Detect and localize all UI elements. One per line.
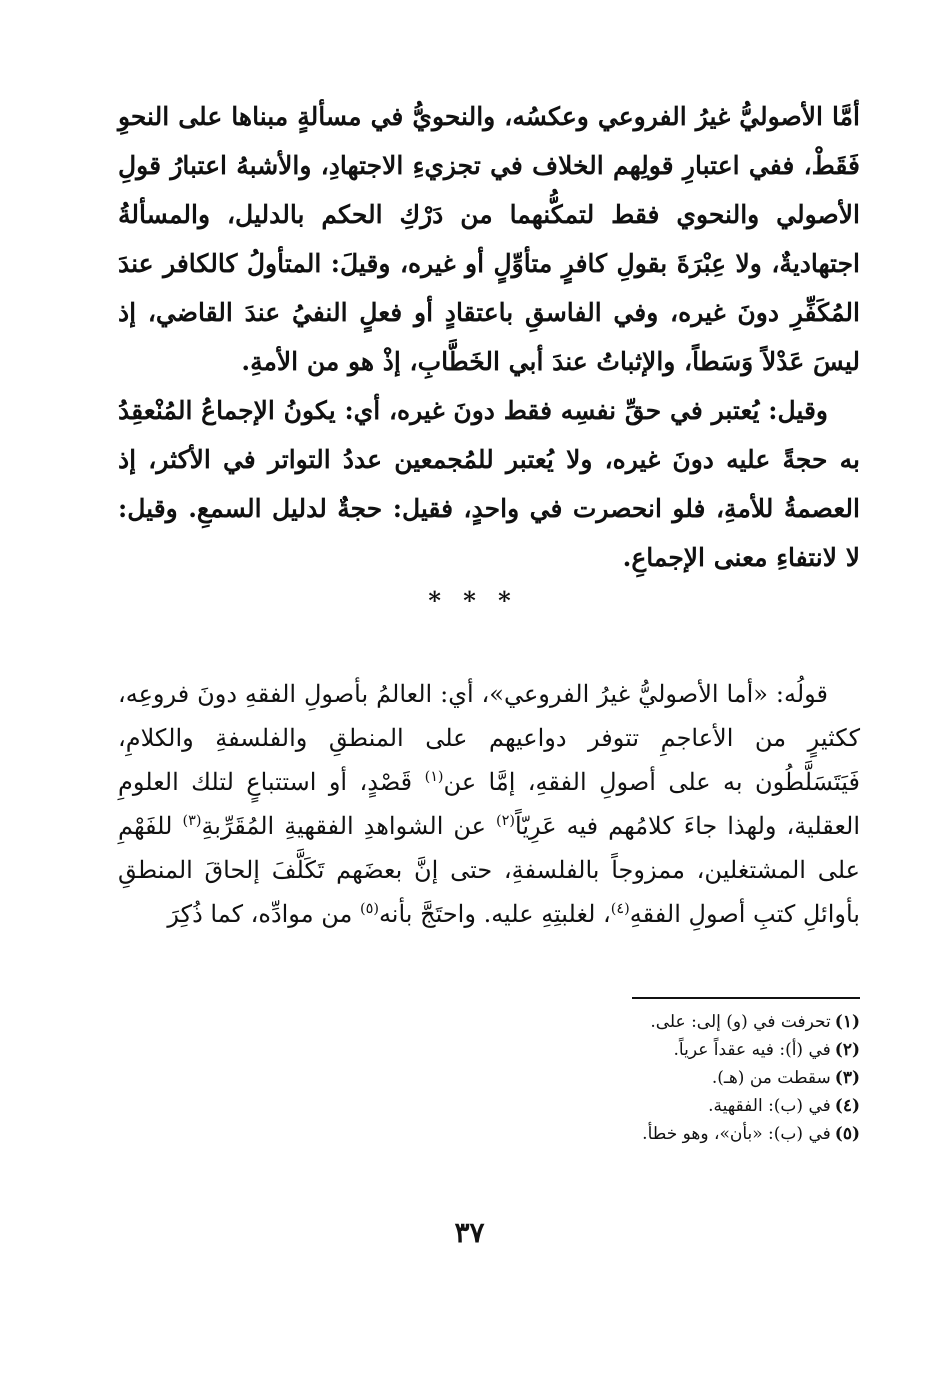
section-separator: * * * bbox=[428, 586, 511, 615]
footnote-ref-2: (٢) bbox=[496, 813, 515, 829]
commentary-part-1: قولُه: «أما الأصوليُّ غيرُ الفروعي»، أي: العالمُ بأصولِ الفقهِ دونَ فروعِه، ككثيرٍ من الأعاجمِ تتوفر دواعيهم على المنطقِ والفلسفةِ والكلامِ، فَيَتَسَلَّطُون به على أصولِ الفقهِ، إمَّا عن bbox=[118, 680, 861, 796]
footnote-item bbox=[340, 1092, 860, 1120]
footnote-item bbox=[340, 1120, 860, 1148]
footnote-text: في (ب): «بأن»، وهو خطأ. bbox=[642, 1124, 831, 1144]
footnote-number: (٥) bbox=[834, 1124, 860, 1144]
page-number: ٣٧ bbox=[454, 1216, 485, 1249]
footnote-ref-5: (٥) bbox=[359, 901, 379, 917]
footnote-text: في (أ): فيه عقداً عرياً. bbox=[673, 1040, 831, 1060]
commentary-paragraph bbox=[118, 672, 860, 936]
footnote-number: (٤) bbox=[834, 1096, 860, 1116]
commentary-part-3: عن الشواهدِ الفقهيةِ المُقَرِّبةِ bbox=[201, 812, 497, 840]
footnote-number: (٣) bbox=[834, 1068, 860, 1088]
footnote-number: (٢) bbox=[834, 1040, 860, 1060]
main-text-paragraph-1: أمَّا الأصوليُّ غيرُ الفروعي وعكسُه، والنحويُّ في مسألةٍ مبناها على النحوِ فَقَطْ، ففي اعتبارِ قولِهم الخلاف في تجزيءِ الاجتهادِ، والأشبهُ اعتبارُ قولِ الأصولي والنحوي فقط لتمكُّنهما من دَرْكِ الحكم بالدليل، والمسألةُ اجتهاديةٌ، ولا عِبْرَةَ بقولِ كافرٍ متأوِّلٍ أو غيره، وقيلَ: المتأولُ كالكافر عندَ المُكَفِّرِ دونَ غيره، وفي الفاسقِ باعتقادٍ أو فعلٍ النفيُ عندَ القاضي، إذ ليسَ عَدْلاً وَسَطاً، والإثباتُ عندَ أبي الخَطَّابِ، إذْ هو من الأمةِ. bbox=[118, 102, 860, 376]
footnote-ref-4: (٤) bbox=[610, 901, 630, 917]
footnote-text: سقطت من (هـ). bbox=[711, 1068, 831, 1088]
commentary-part-6: من موادِّه، كما ذُكِرَ bbox=[167, 900, 360, 928]
footnotes bbox=[340, 1008, 860, 1148]
footnote-divider bbox=[632, 997, 860, 999]
commentary-part-5: ، لغلبتِهِ عليه. واحتَجَّ بأنه bbox=[378, 900, 611, 928]
main-text-paragraph-2: وقيل: يُعتبر في حقِّ نفسِه فقط دونَ غيره، أي: يكونُ الإجماعُ المُنْعقِدُ به حجةً عليه دونَ غيره، ولا يُعتبر للمُجمعين عددُ التواتر في الأكثر، إذ العصمةُ للأمةِ، فلو انحصرت في واحدٍ، فقيل: حجةٌ لدليل السمعِ. وقيل: لا لانتفاءِ معنى الإجماعِ. bbox=[118, 396, 860, 572]
footnote-number: (١) bbox=[834, 1012, 860, 1032]
commentary-part-4: للفَهْمِ على المشتغلين، ممزوجاً بالفلسفةِ، حتى إنَّ بعضَهم تَكَلَّفَ إلحاقَ المنطقِ بأوائلِ كتبِ أصولِ الفقهِ bbox=[118, 812, 860, 928]
commentary-part-2: قَصْدٍ، أو استتباعٍ لتلك العلومِ العقلية، ولهذا جاءَ كلامُهم فيه عَرِيّاً bbox=[118, 768, 860, 840]
footnote-item bbox=[340, 1036, 860, 1064]
main-text bbox=[118, 92, 860, 582]
footnote-item bbox=[340, 1064, 860, 1092]
commentary-text bbox=[118, 672, 860, 936]
footnote-ref-1: (١) bbox=[424, 769, 444, 785]
footnote-text: في (ب): الفقهية. bbox=[708, 1096, 831, 1116]
footnote-item bbox=[340, 1008, 860, 1036]
footnote-ref-3: (٣) bbox=[182, 813, 202, 829]
footnote-text: تحرفت في (و) إلى: على. bbox=[650, 1012, 831, 1032]
